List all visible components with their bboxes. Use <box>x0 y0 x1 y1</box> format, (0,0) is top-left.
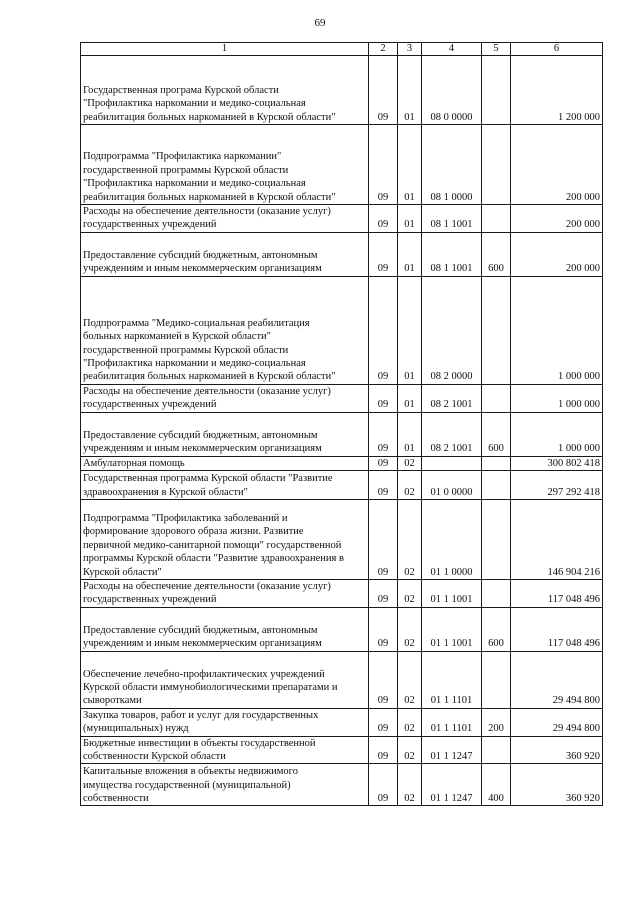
row-name-cell: Государственная програма Курской области "Профилактика наркомании и медико-социальная реабилитация больных наркоманией в Курской области" <box>81 56 369 125</box>
section-code-cell: 09 <box>369 708 398 736</box>
subsection-code-cell: 01 <box>398 412 422 456</box>
section-code-cell: 09 <box>369 276 398 384</box>
section-code-cell: 09 <box>369 384 398 412</box>
section-code-cell: 09 <box>369 125 398 205</box>
amount-cell: 1 200 000 <box>511 56 603 125</box>
table-row <box>81 607 603 651</box>
target-article-cell: 01 1 1001 <box>422 607 482 651</box>
column-header-1: 1 <box>81 43 369 56</box>
table-row <box>81 764 603 806</box>
target-article-cell: 01 1 0000 <box>422 500 482 580</box>
table-row <box>81 205 603 233</box>
row-name-cell: Бюджетные инвестиции в объекты государственной собственности Курской области <box>81 736 369 764</box>
table-row <box>81 500 603 580</box>
target-article-cell: 08 1 0000 <box>422 125 482 205</box>
section-code-cell: 09 <box>369 471 398 500</box>
table-row <box>81 412 603 456</box>
section-code-cell: 09 <box>369 580 398 608</box>
amount-cell: 1 000 000 <box>511 384 603 412</box>
subsection-code-cell: 02 <box>398 471 422 500</box>
target-article-cell: 01 1 1247 <box>422 736 482 764</box>
page-number: 69 <box>314 17 326 29</box>
table-row <box>81 125 603 205</box>
row-name-cell: Подпрограмма "Медико-социальная реабилитация больных наркоманией в Курской области" государственной программы Курской области "Профилактика наркомании и медико-социальная реабилитация больных наркоманией в Курской области" <box>81 276 369 384</box>
table-row <box>81 276 603 384</box>
amount-cell: 360 920 <box>511 764 603 806</box>
expense-type-cell: 600 <box>482 232 511 276</box>
subsection-code-cell: 02 <box>398 607 422 651</box>
expense-type-cell: 600 <box>482 607 511 651</box>
subsection-code-cell: 02 <box>398 500 422 580</box>
target-article-cell: 01 0 0000 <box>422 471 482 500</box>
target-article-cell: 01 1 1247 <box>422 764 482 806</box>
row-name-cell: Обеспечение лечебно-профилактических учреждений Курской области иммунобиологическими препаратами и сыворотками <box>81 651 369 708</box>
amount-cell: 200 000 <box>511 232 603 276</box>
expense-type-cell <box>482 56 511 125</box>
section-code-cell: 09 <box>369 56 398 125</box>
column-header-6: 6 <box>511 43 603 56</box>
expense-type-cell <box>482 276 511 384</box>
section-code-cell: 09 <box>369 456 398 470</box>
expense-type-cell <box>482 580 511 608</box>
row-name-cell: Расходы на обеспечение деятельности (оказание услуг) государственных учреждений <box>81 580 369 608</box>
section-code-cell: 09 <box>369 607 398 651</box>
subsection-code-cell: 02 <box>398 456 422 470</box>
expense-type-cell: 600 <box>482 412 511 456</box>
target-article-cell <box>422 456 482 470</box>
expense-type-cell <box>482 471 511 500</box>
section-code-cell: 09 <box>369 412 398 456</box>
table-row <box>81 56 603 125</box>
section-code-cell: 09 <box>369 764 398 806</box>
amount-cell: 29 494 800 <box>511 708 603 736</box>
amount-cell: 29 494 800 <box>511 651 603 708</box>
expense-type-cell <box>482 500 511 580</box>
table-row <box>81 708 603 736</box>
amount-cell: 200 000 <box>511 125 603 205</box>
budget-table <box>80 42 603 806</box>
target-article-cell: 08 0 0000 <box>422 56 482 125</box>
amount-cell: 1 000 000 <box>511 412 603 456</box>
subsection-code-cell: 01 <box>398 276 422 384</box>
subsection-code-cell: 02 <box>398 764 422 806</box>
section-code-cell: 09 <box>369 736 398 764</box>
row-name-cell: Капитальные вложения в объекты недвижимого имущества государственной (муниципальной) собственности <box>81 764 369 806</box>
expense-type-cell: 400 <box>482 764 511 806</box>
amount-cell: 1 000 000 <box>511 276 603 384</box>
table-row <box>81 736 603 764</box>
target-article-cell: 01 1 1101 <box>422 708 482 736</box>
subsection-code-cell: 01 <box>398 232 422 276</box>
target-article-cell: 08 2 1001 <box>422 384 482 412</box>
table-row <box>81 580 603 608</box>
subsection-code-cell: 01 <box>398 384 422 412</box>
subsection-code-cell: 01 <box>398 56 422 125</box>
section-code-cell: 09 <box>369 232 398 276</box>
table-row <box>81 384 603 412</box>
row-name-cell: Предоставление субсидий бюджетным, автономным учреждениям и иным некоммерческим организациям <box>81 232 369 276</box>
row-name-cell: Амбулаторная помощь <box>81 456 369 470</box>
table-row <box>81 651 603 708</box>
amount-cell: 117 048 496 <box>511 607 603 651</box>
expense-type-cell <box>482 125 511 205</box>
table-row <box>81 471 603 500</box>
header-row <box>81 43 603 56</box>
amount-cell: 146 904 216 <box>511 500 603 580</box>
target-article-cell: 08 1 1001 <box>422 232 482 276</box>
target-article-cell: 08 2 1001 <box>422 412 482 456</box>
amount-cell: 200 000 <box>511 205 603 233</box>
target-article-cell: 08 2 0000 <box>422 276 482 384</box>
section-code-cell: 09 <box>369 651 398 708</box>
amount-cell: 297 292 418 <box>511 471 603 500</box>
expense-type-cell <box>482 205 511 233</box>
subsection-code-cell: 01 <box>398 125 422 205</box>
column-header-2: 2 <box>369 43 398 56</box>
column-header-4: 4 <box>422 43 482 56</box>
amount-cell: 117 048 496 <box>511 580 603 608</box>
amount-cell: 360 920 <box>511 736 603 764</box>
table-row <box>81 232 603 276</box>
row-name-cell: Расходы на обеспечение деятельности (оказание услуг) государственных учреждений <box>81 384 369 412</box>
row-name-cell: Расходы на обеспечение деятельности (оказание услуг) государственных учреждений <box>81 205 369 233</box>
expense-type-cell <box>482 651 511 708</box>
expense-type-cell <box>482 384 511 412</box>
subsection-code-cell: 02 <box>398 708 422 736</box>
section-code-cell: 09 <box>369 205 398 233</box>
expense-type-cell: 200 <box>482 708 511 736</box>
column-header-3: 3 <box>398 43 422 56</box>
expense-type-cell <box>482 736 511 764</box>
row-name-cell: Подпрограмма "Профилактика наркомании" государственной программы Курской области "Профилактика наркомании и медико-социальная реабилитация больных наркоманией в Курской области" <box>81 125 369 205</box>
row-name-cell: Предоставление субсидий бюджетным, автономным учреждениям и иным некоммерческим организациям <box>81 412 369 456</box>
subsection-code-cell: 02 <box>398 580 422 608</box>
target-article-cell: 01 1 1101 <box>422 651 482 708</box>
subsection-code-cell: 02 <box>398 736 422 764</box>
subsection-code-cell: 02 <box>398 651 422 708</box>
target-article-cell: 01 1 1001 <box>422 580 482 608</box>
table-row <box>81 456 603 470</box>
row-name-cell: Подпрограмма "Профилактика заболеваний и формирование здорового образа жизни. Развитие первичной медико-санитарной помощи" государственной программы Курской области "Развитие здравоохранения в Курской области" <box>81 500 369 580</box>
row-name-cell: Предоставление субсидий бюджетным, автономным учреждениям и иным некоммерческим организациям <box>81 607 369 651</box>
target-article-cell: 08 1 1001 <box>422 205 482 233</box>
row-name-cell: Государственная программа Курской области "Развитие здравоохранения в Курской области" <box>81 471 369 500</box>
subsection-code-cell: 01 <box>398 205 422 233</box>
column-header-5: 5 <box>482 43 511 56</box>
expense-type-cell <box>482 456 511 470</box>
row-name-cell: Закупка товаров, работ и услуг для государственных (муниципальных) нужд <box>81 708 369 736</box>
section-code-cell: 09 <box>369 500 398 580</box>
amount-cell: 300 802 418 <box>511 456 603 470</box>
